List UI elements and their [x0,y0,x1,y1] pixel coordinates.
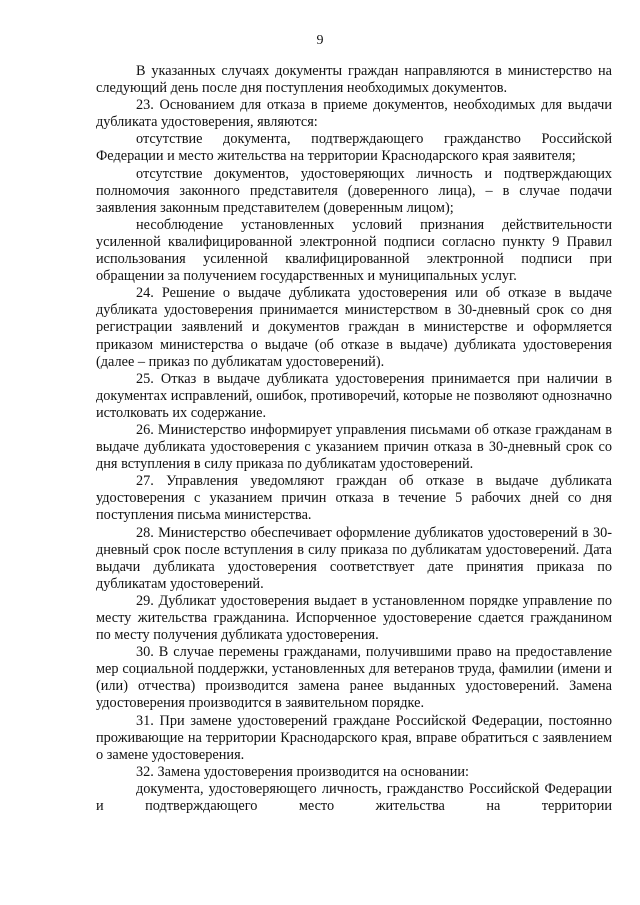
paragraph-27: 27. Управления уведомляют граждан об отказе в выдаче дубликата удостоверения с указанием причин отказа в течение 5 рабочих дней со дня поступления письма министерства. [96,473,612,524]
paragraph-32-item: документа, удостоверяющего личность, гражданство Российской Федерации и подтверждающего место жительства на территории [96,780,612,815]
paragraph-23-item: отсутствие документа, подтверждающего гражданство Российской Федерации и место жительства на территории Краснодарского края заявителя; [96,131,612,165]
paragraph-23-item: отсутствие документов, удостоверяющих личность и подтверждающих полномочия законного представителя (доверенного лица), – в случае подачи заявления законным представителем (доверенным лицом); [96,165,612,216]
paragraph-24: 24. Решение о выдаче дубликата удостоверения или об отказе в выдаче дубликата удостоверения принимается министерством в 30-дневный срок со дня регистрации заявлений и документов граждан в министерстве и оформляется приказом министерства о выдаче (об отказе в выдаче) дубликата удостоверения (далее – приказ по дубликатам удостоверений). [96,285,612,370]
page-number: 9 [316,33,324,48]
document-body [96,63,612,815]
paragraph-29: 29. Дубликат удостоверения выдает в установленном порядке управление по месту жительства гражданина. Испорченное удостоверение сдается гражданином по месту получения дубликата удостоверения. [96,592,612,644]
paragraph-32: 32. Замена удостоверения производится на основании: [136,763,469,780]
paragraph-25: 25. Отказ в выдаче дубликата удостоверения принимается при наличии в документах исправлений, ошибок, противоречий, которые не позволяют однозначно истолковать их содержание. [96,370,612,421]
paragraph-23-item: несоблюдение установленных условий признания действительности усиленной квалифицированной электронной подписи согласно пункту 9 Правил использования усиленной квалифицированной электронной подписи при обращении за получением государственных и муниципальных услуг. [96,216,612,285]
paragraph-30: 30. В случае перемены гражданами, получившими право на предоставление мер социальной поддержки, установленных для ветеранов труда, фамилии (имени и (или) отчества) производится замена ранее выданных удостоверений. Замена удостоверения производится в заявительном порядке. [96,644,612,712]
paragraph-31: 31. При замене удостоверений граждане Российской Федерации, постоянно проживающие на территории Краснодарского края, вправе обратиться с заявлением о замене удостоверения. [96,712,612,763]
paragraph-23: 23. Основанием для отказа в приеме документов, необходимых для выдачи дубликата удостоверения, являются: [96,97,612,131]
paragraph-26: 26. Министерство информирует управления письмами об отказе гражданам в выдаче дубликата удостоверения с указанием причин отказа в 30-дневный срок со дня вступления в силу приказа по дубликатам удостоверений. [96,421,612,473]
paragraph: В указанных случаях документы граждан направляются в министерство на следующий день после дня поступления необходимых документов. [96,63,612,97]
paragraph-28: 28. Министерство обеспечивает оформление дубликатов удостоверений в 30-дневный срок после вступления в силу приказа по дубликатам удостоверений. Дата выдачи дубликата удостоверения соответствует дате принятия приказа по дубликатам удостоверений. [96,524,612,592]
